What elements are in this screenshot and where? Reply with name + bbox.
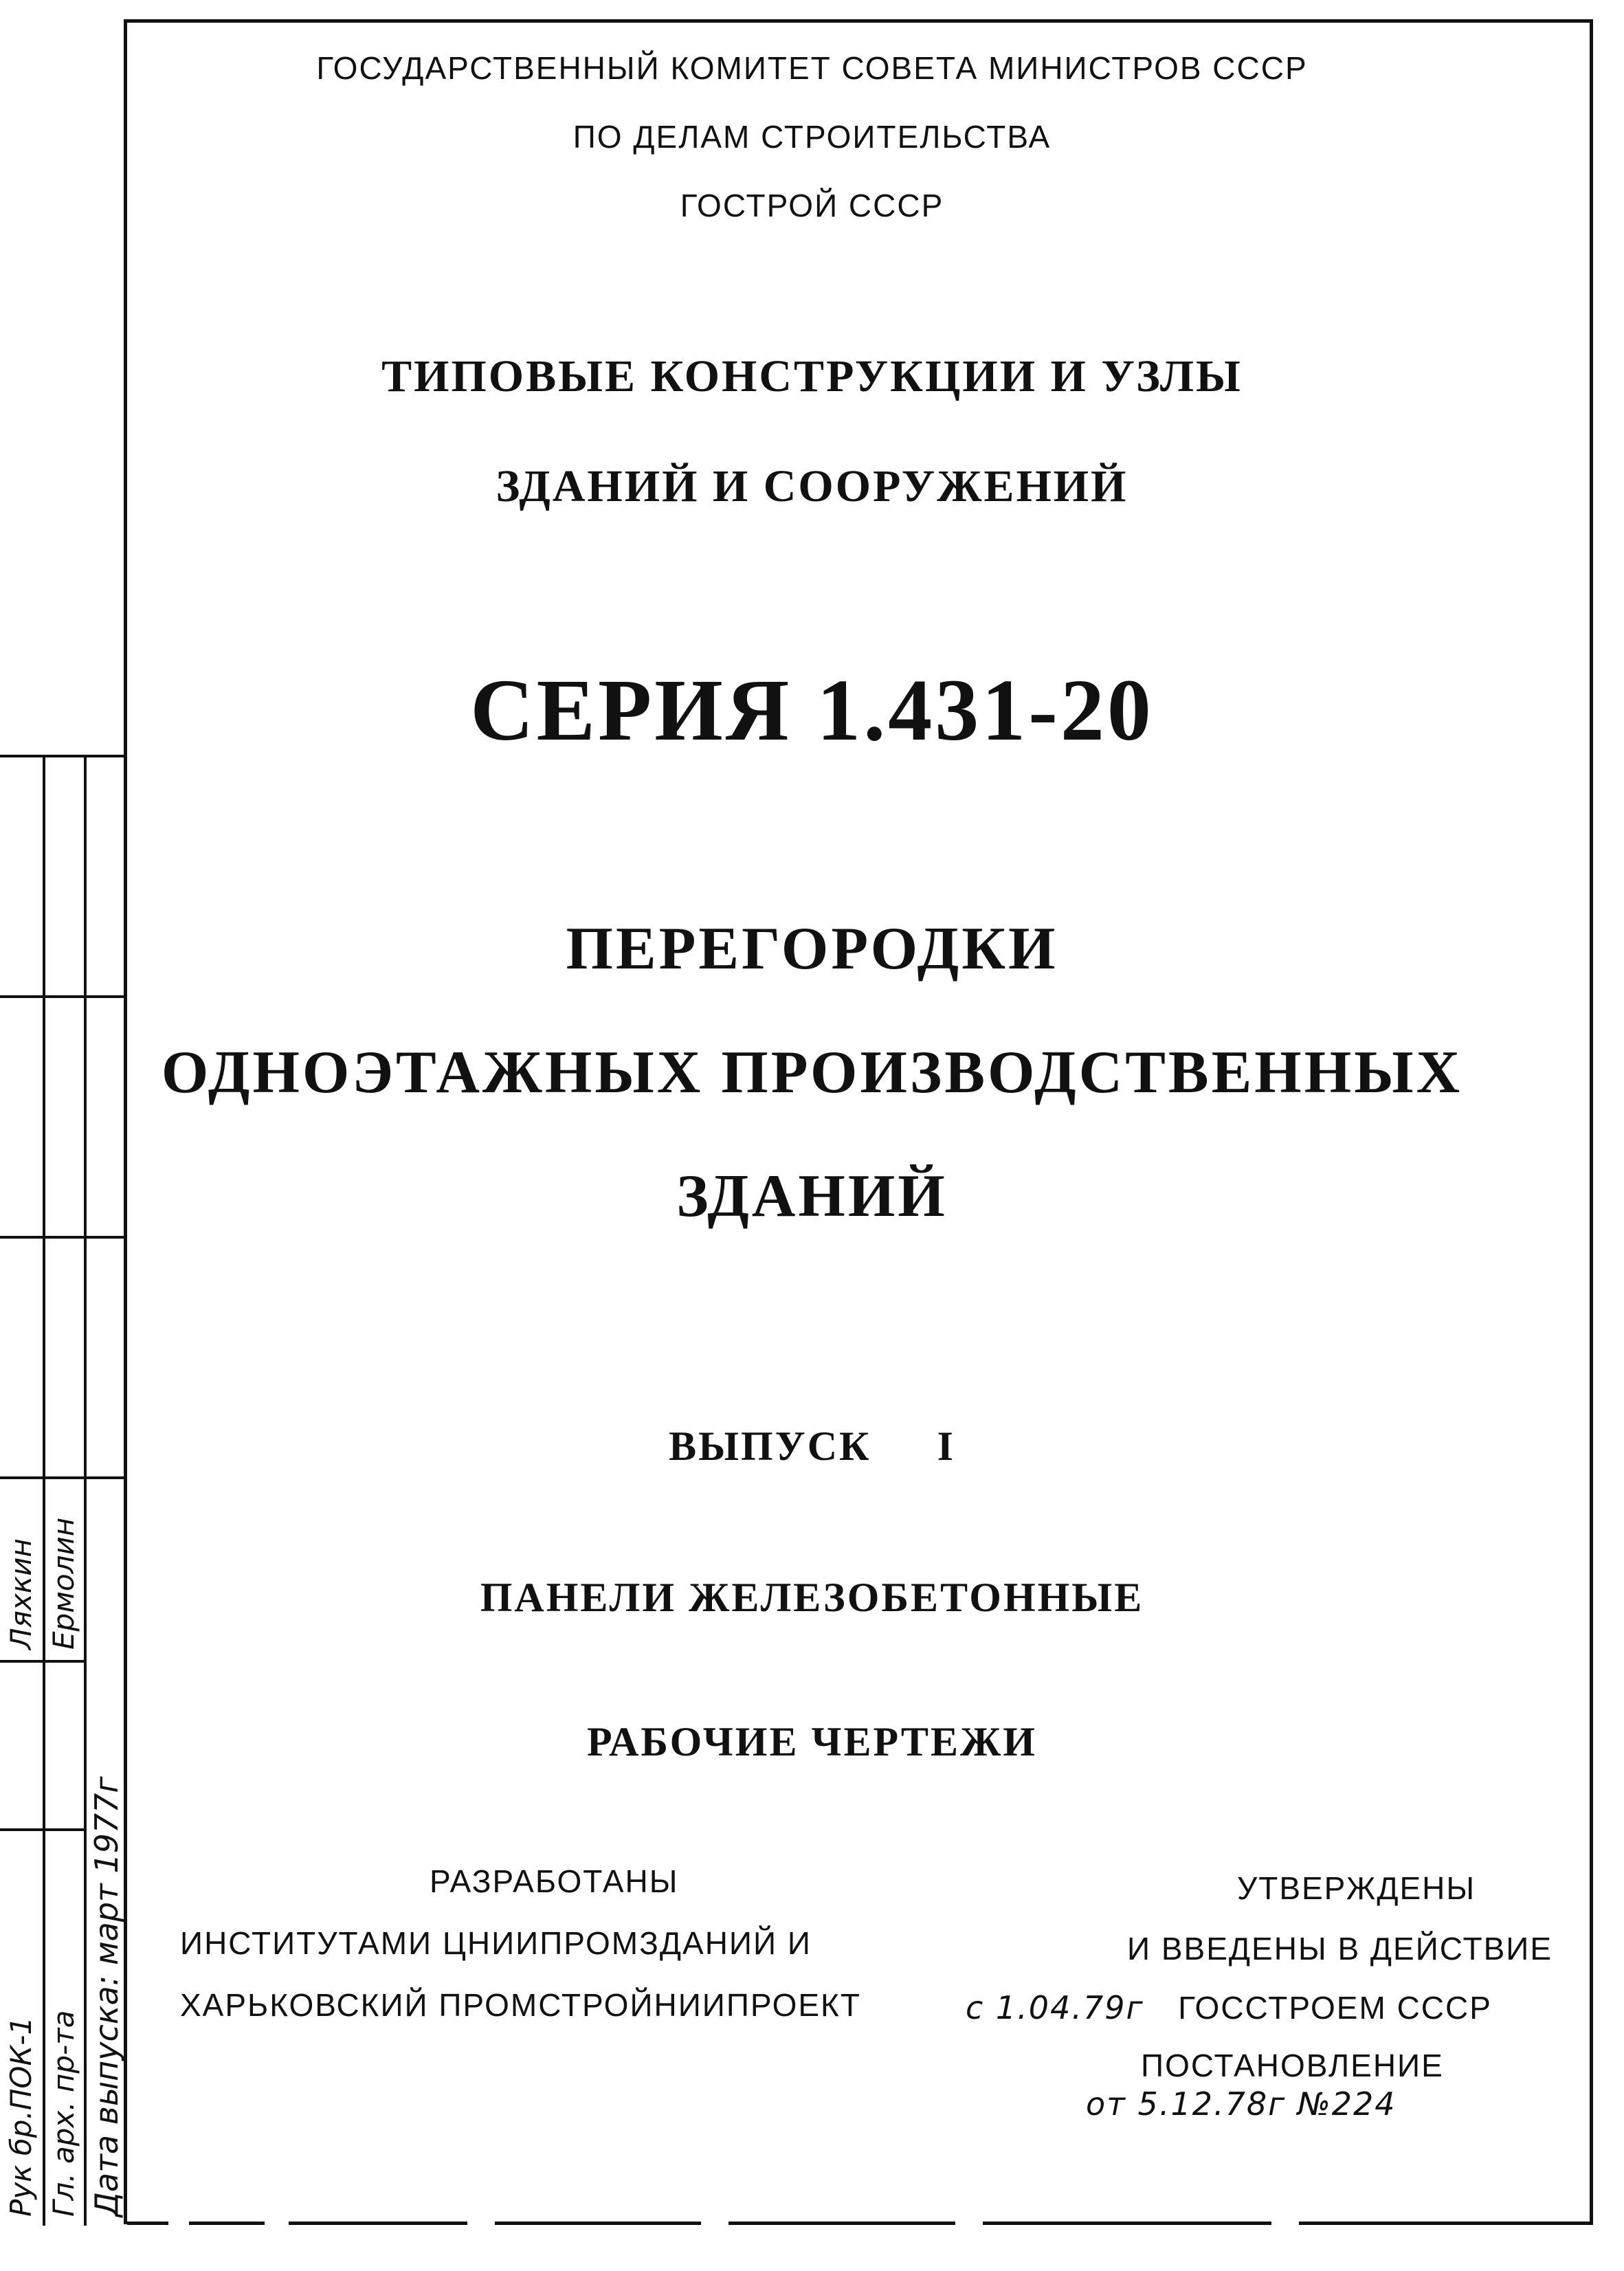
stamp-col1: Рук бр.ПОК-1 [4,2016,38,2217]
title-line-2: ОДНОЭТАЖНЫХ ПРОИЗВОДСТВЕННЫХ [161,1039,1463,1106]
approved-resolution: ПОСТАНОВЛЕНИЕ [1141,2048,1444,2083]
approved-date-row [966,1989,1492,2026]
series-number: СЕРИЯ 1.431-20 [470,661,1154,759]
developed-institutes: ИНСТИТУТАМИ ЦНИИПРОМЗДАНИЙ И [180,1925,812,1961]
bottom-dash [127,2222,168,2225]
bottom-dash [1299,2222,1593,2225]
stamp-release-date: Дата выпуска: март 1977г [88,1776,125,2217]
approved-gosstroy: ГОССТРОЕМ СССР [1178,1990,1492,2026]
bottom-dash [289,2222,467,2225]
bottom-dash [495,2222,701,2225]
subtitle-drawings: РАБОЧИЕ ЧЕРТЕЖИ [587,1719,1037,1764]
approved-date: с 1.04.79г [966,1989,1144,2026]
committee-line-3: ГОСТРОЙ СССР [680,188,944,223]
title-line-1: ПЕРЕГОРОДКИ [566,916,1058,982]
approved-enacted: И ВВЕДЕНЫ В ДЕЙСТВИЕ [1127,1931,1553,1967]
issue-label: ВЫПУСК [669,1423,871,1469]
typical-line-1: ТИПОВЫЕ КОНСТРУКЦИИ И УЗЛЫ [381,351,1243,401]
stamp-col1-signature: Ляхкин [4,1538,38,1650]
issue [0,1423,1624,1470]
approved-resolution-date: от 5.12.78г №224 [1086,2085,1397,2123]
developed-kharkov: ХАРЬКОВСКИЙ ПРОМСТРОЙНИИПРОЕКТ [180,1987,861,2023]
title-line-3: ЗДАНИЙ [676,1163,948,1230]
stamp-col2: Гл. арх. пр-та [47,2010,80,2217]
bottom-dash [983,2222,1271,2225]
bottom-dash [728,2222,955,2225]
subtitle-panels: ПАНЕЛИ ЖЕЛЕЗОБЕТОННЫЕ [480,1575,1144,1620]
issue-number: I [937,1423,955,1469]
bottom-dash [189,2222,265,2225]
typical-line-2: ЗДАНИЙ И СООРУЖЕНИЙ [496,461,1128,511]
committee-line-1: ГОСУДАРСТВЕННЫЙ КОМИТЕТ СОВЕТА МИНИСТРОВ СССР [316,50,1308,86]
committee-line-2: ПО ДЕЛАМ СТРОИТЕЛЬСТВА [572,119,1052,155]
approved-label: УТВЕРЖДЕНЫ [1237,1870,1476,1906]
developed-label: РАЗРАБОТАНЫ [430,1863,679,1899]
stamp-col2-signature: Ермолин [47,1517,80,1650]
